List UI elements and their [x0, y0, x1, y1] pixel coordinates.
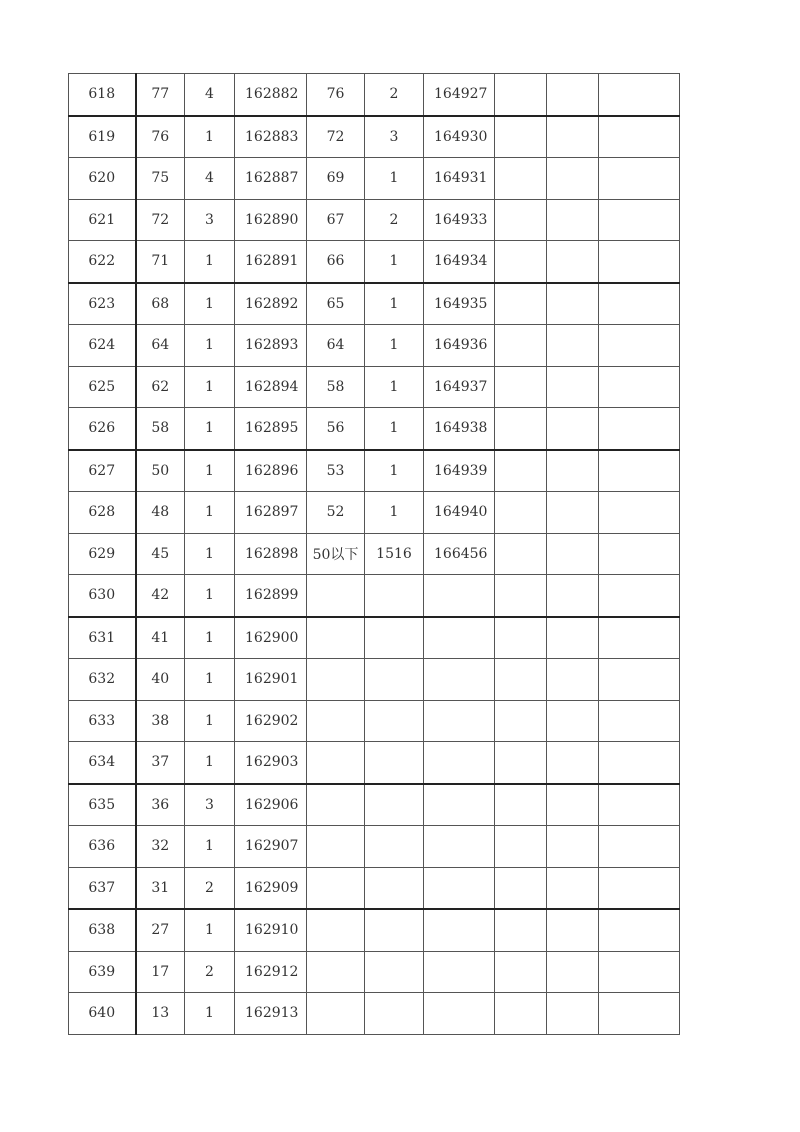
table-body — [69, 74, 680, 1035]
table-cell: 69 — [307, 158, 365, 200]
table-cell — [365, 575, 424, 617]
table-cell — [424, 993, 495, 1035]
table-cell — [599, 826, 680, 868]
table-row — [69, 199, 680, 241]
table-cell — [307, 617, 365, 659]
table-cell: 162909 — [235, 867, 307, 909]
table-cell — [365, 700, 424, 742]
table-cell — [424, 867, 495, 909]
table-cell — [495, 826, 547, 868]
table-cell: 162898 — [235, 533, 307, 575]
table-cell: 1 — [185, 325, 235, 367]
table-cell: 639 — [69, 951, 136, 993]
table-row — [69, 575, 680, 617]
table-cell — [365, 993, 424, 1035]
table-cell — [495, 575, 547, 617]
table-cell: 2 — [185, 867, 235, 909]
table-cell: 164933 — [424, 199, 495, 241]
table-cell: 41 — [136, 617, 185, 659]
table-cell — [307, 867, 365, 909]
table-cell: 162893 — [235, 325, 307, 367]
table-cell: 164938 — [424, 408, 495, 450]
table-cell: 58 — [307, 366, 365, 408]
table-cell — [365, 909, 424, 951]
table-cell: 620 — [69, 158, 136, 200]
table-cell — [547, 116, 599, 158]
table-cell — [424, 784, 495, 826]
table-cell — [599, 700, 680, 742]
table-cell — [547, 659, 599, 701]
table-cell: 162901 — [235, 659, 307, 701]
table-cell: 166456 — [424, 533, 495, 575]
table-cell: 58 — [136, 408, 185, 450]
table-row — [69, 366, 680, 408]
table-cell — [547, 951, 599, 993]
table-row — [69, 74, 680, 116]
table-cell: 624 — [69, 325, 136, 367]
score-table — [68, 73, 680, 1035]
table-cell — [307, 742, 365, 784]
table-cell: 27 — [136, 909, 185, 951]
table-cell: 628 — [69, 492, 136, 534]
table-cell: 162903 — [235, 742, 307, 784]
table-cell — [547, 700, 599, 742]
table-row — [69, 659, 680, 701]
table-cell: 162890 — [235, 199, 307, 241]
table-cell: 162899 — [235, 575, 307, 617]
table-cell — [547, 199, 599, 241]
table-cell: 162910 — [235, 909, 307, 951]
table-cell: 1 — [185, 909, 235, 951]
table-cell: 68 — [136, 283, 185, 325]
table-cell: 1 — [185, 826, 235, 868]
table-cell — [547, 492, 599, 534]
table-cell: 1 — [365, 283, 424, 325]
table-cell: 638 — [69, 909, 136, 951]
table-cell: 162894 — [235, 366, 307, 408]
table-cell: 1 — [185, 659, 235, 701]
table-cell — [599, 742, 680, 784]
table-cell — [424, 617, 495, 659]
table-cell: 621 — [69, 199, 136, 241]
table-cell: 164939 — [424, 450, 495, 492]
table-cell: 64 — [307, 325, 365, 367]
table-cell — [495, 659, 547, 701]
table-cell: 1 — [185, 533, 235, 575]
table-cell: 4 — [185, 158, 235, 200]
table-cell — [547, 283, 599, 325]
table-cell: 53 — [307, 450, 365, 492]
table-cell: 636 — [69, 826, 136, 868]
table-cell — [365, 617, 424, 659]
table-cell: 162895 — [235, 408, 307, 450]
table-row — [69, 116, 680, 158]
table-cell — [307, 826, 365, 868]
table-cell — [424, 951, 495, 993]
table-cell — [495, 492, 547, 534]
table-cell: 1 — [185, 283, 235, 325]
table-cell: 3 — [185, 784, 235, 826]
table-cell: 38 — [136, 700, 185, 742]
table-cell: 162882 — [235, 74, 307, 116]
table-cell: 72 — [307, 116, 365, 158]
table-cell: 164931 — [424, 158, 495, 200]
table-cell — [547, 241, 599, 283]
table-cell: 2 — [185, 951, 235, 993]
table-cell — [424, 742, 495, 784]
table-cell: 629 — [69, 533, 136, 575]
table-cell — [495, 325, 547, 367]
table-cell — [547, 617, 599, 659]
table-cell — [495, 199, 547, 241]
table-row — [69, 700, 680, 742]
table-cell: 1516 — [365, 533, 424, 575]
table-row — [69, 909, 680, 951]
table-cell — [365, 867, 424, 909]
table-cell: 3 — [365, 116, 424, 158]
table-cell: 164930 — [424, 116, 495, 158]
table-cell: 52 — [307, 492, 365, 534]
table-cell — [599, 450, 680, 492]
table-cell — [599, 492, 680, 534]
table-cell: 2 — [365, 74, 424, 116]
table-cell — [599, 993, 680, 1035]
table-cell: 36 — [136, 784, 185, 826]
table-cell — [495, 951, 547, 993]
table-cell — [547, 158, 599, 200]
table-cell — [495, 784, 547, 826]
table-cell — [307, 993, 365, 1035]
table-cell: 164934 — [424, 241, 495, 283]
table-cell: 65 — [307, 283, 365, 325]
table-cell: 162896 — [235, 450, 307, 492]
table-cell: 634 — [69, 742, 136, 784]
table-cell: 622 — [69, 241, 136, 283]
table-cell — [547, 993, 599, 1035]
table-cell: 630 — [69, 575, 136, 617]
table-cell: 162891 — [235, 241, 307, 283]
table-cell: 619 — [69, 116, 136, 158]
table-cell: 162892 — [235, 283, 307, 325]
table-cell: 75 — [136, 158, 185, 200]
table-cell — [365, 742, 424, 784]
table-cell: 32 — [136, 826, 185, 868]
table-cell: 62 — [136, 366, 185, 408]
table-cell — [495, 116, 547, 158]
table-cell — [495, 909, 547, 951]
table-cell: 1 — [185, 241, 235, 283]
table-cell: 1 — [185, 617, 235, 659]
table-cell: 1 — [185, 742, 235, 784]
table-cell — [599, 116, 680, 158]
table-cell — [599, 951, 680, 993]
table-cell — [599, 74, 680, 116]
table-cell — [307, 951, 365, 993]
table-cell — [547, 450, 599, 492]
table-row — [69, 784, 680, 826]
table-cell: 1 — [185, 993, 235, 1035]
table-cell — [495, 158, 547, 200]
table-cell — [599, 408, 680, 450]
table-cell: 71 — [136, 241, 185, 283]
table-cell — [495, 617, 547, 659]
table-cell — [495, 533, 547, 575]
table-cell — [307, 700, 365, 742]
table-cell — [547, 366, 599, 408]
table-cell — [365, 784, 424, 826]
table-cell — [599, 909, 680, 951]
table-cell: 1 — [185, 492, 235, 534]
table-cell: 4 — [185, 74, 235, 116]
table-cell — [365, 659, 424, 701]
table-cell: 77 — [136, 74, 185, 116]
table-cell — [547, 909, 599, 951]
table-cell: 1 — [365, 325, 424, 367]
table-cell — [547, 867, 599, 909]
table-cell: 1 — [185, 408, 235, 450]
table-cell: 67 — [307, 199, 365, 241]
table-cell — [365, 826, 424, 868]
table-cell: 162897 — [235, 492, 307, 534]
table-cell — [547, 74, 599, 116]
table-cell: 626 — [69, 408, 136, 450]
table-cell — [424, 575, 495, 617]
table-row — [69, 993, 680, 1035]
table-cell — [599, 241, 680, 283]
table-cell — [424, 909, 495, 951]
table-cell: 162912 — [235, 951, 307, 993]
table-cell: 45 — [136, 533, 185, 575]
table-cell: 13 — [136, 993, 185, 1035]
table-cell — [599, 158, 680, 200]
table-cell: 162913 — [235, 993, 307, 1035]
table-cell — [307, 784, 365, 826]
table-cell — [424, 826, 495, 868]
table-cell — [495, 742, 547, 784]
table-cell: 623 — [69, 283, 136, 325]
table-cell: 1 — [365, 366, 424, 408]
table-cell: 48 — [136, 492, 185, 534]
table-cell: 1 — [185, 575, 235, 617]
table-row — [69, 533, 680, 575]
table-cell: 56 — [307, 408, 365, 450]
table-cell: 631 — [69, 617, 136, 659]
table-cell — [495, 450, 547, 492]
table-cell — [495, 700, 547, 742]
table-cell: 162906 — [235, 784, 307, 826]
table-cell: 1 — [185, 366, 235, 408]
table-row — [69, 951, 680, 993]
table-cell: 164937 — [424, 366, 495, 408]
table-cell: 164940 — [424, 492, 495, 534]
table-row — [69, 241, 680, 283]
table-cell: 50以下 — [307, 533, 365, 575]
table-cell: 40 — [136, 659, 185, 701]
table-cell: 162902 — [235, 700, 307, 742]
table-cell — [547, 742, 599, 784]
table-cell: 162883 — [235, 116, 307, 158]
table-cell: 627 — [69, 450, 136, 492]
table-cell — [547, 575, 599, 617]
table-row — [69, 826, 680, 868]
table-cell — [495, 241, 547, 283]
table-cell: 76 — [307, 74, 365, 116]
table-cell: 633 — [69, 700, 136, 742]
table-cell: 2 — [365, 199, 424, 241]
table-cell — [599, 617, 680, 659]
table-cell: 76 — [136, 116, 185, 158]
table-cell: 162907 — [235, 826, 307, 868]
table-cell: 164927 — [424, 74, 495, 116]
table-cell: 637 — [69, 867, 136, 909]
table-cell: 42 — [136, 575, 185, 617]
table-cell — [365, 951, 424, 993]
table-row — [69, 408, 680, 450]
table-cell: 1 — [185, 116, 235, 158]
table-cell — [599, 784, 680, 826]
table-cell — [495, 993, 547, 1035]
table-cell: 17 — [136, 951, 185, 993]
table-cell — [599, 283, 680, 325]
table-cell: 164935 — [424, 283, 495, 325]
table-cell: 1 — [365, 450, 424, 492]
table-cell — [547, 408, 599, 450]
table-cell — [495, 408, 547, 450]
table-cell: 50 — [136, 450, 185, 492]
table-cell: 162900 — [235, 617, 307, 659]
table-row — [69, 492, 680, 534]
table-cell: 618 — [69, 74, 136, 116]
table-cell — [547, 533, 599, 575]
table-row — [69, 325, 680, 367]
table-cell: 635 — [69, 784, 136, 826]
table-cell: 72 — [136, 199, 185, 241]
table-row — [69, 450, 680, 492]
table-row — [69, 742, 680, 784]
table-cell: 1 — [365, 158, 424, 200]
table-cell — [599, 575, 680, 617]
table-cell: 1 — [365, 241, 424, 283]
table-cell: 640 — [69, 993, 136, 1035]
table-cell: 1 — [365, 408, 424, 450]
table-cell — [547, 784, 599, 826]
table-cell — [307, 659, 365, 701]
table-cell: 31 — [136, 867, 185, 909]
table-cell — [424, 700, 495, 742]
table-cell — [495, 74, 547, 116]
table-cell: 625 — [69, 366, 136, 408]
table-cell: 1 — [365, 492, 424, 534]
table-cell: 66 — [307, 241, 365, 283]
table-row — [69, 158, 680, 200]
table-cell — [599, 533, 680, 575]
table-cell: 1 — [185, 700, 235, 742]
table-row — [69, 617, 680, 659]
table-cell: 632 — [69, 659, 136, 701]
table-cell — [424, 659, 495, 701]
table-cell: 3 — [185, 199, 235, 241]
table-row — [69, 867, 680, 909]
table-cell: 1 — [185, 450, 235, 492]
table-cell — [495, 366, 547, 408]
table-cell — [547, 325, 599, 367]
table-cell — [599, 366, 680, 408]
table-cell — [599, 199, 680, 241]
table-cell — [599, 325, 680, 367]
table-cell — [599, 867, 680, 909]
table-cell — [495, 867, 547, 909]
table-cell — [547, 826, 599, 868]
table-cell: 64 — [136, 325, 185, 367]
table-cell: 164936 — [424, 325, 495, 367]
table-cell: 162887 — [235, 158, 307, 200]
table-cell — [495, 283, 547, 325]
table-cell: 37 — [136, 742, 185, 784]
table-row — [69, 283, 680, 325]
table-cell — [599, 659, 680, 701]
table-cell — [307, 909, 365, 951]
table-cell — [307, 575, 365, 617]
